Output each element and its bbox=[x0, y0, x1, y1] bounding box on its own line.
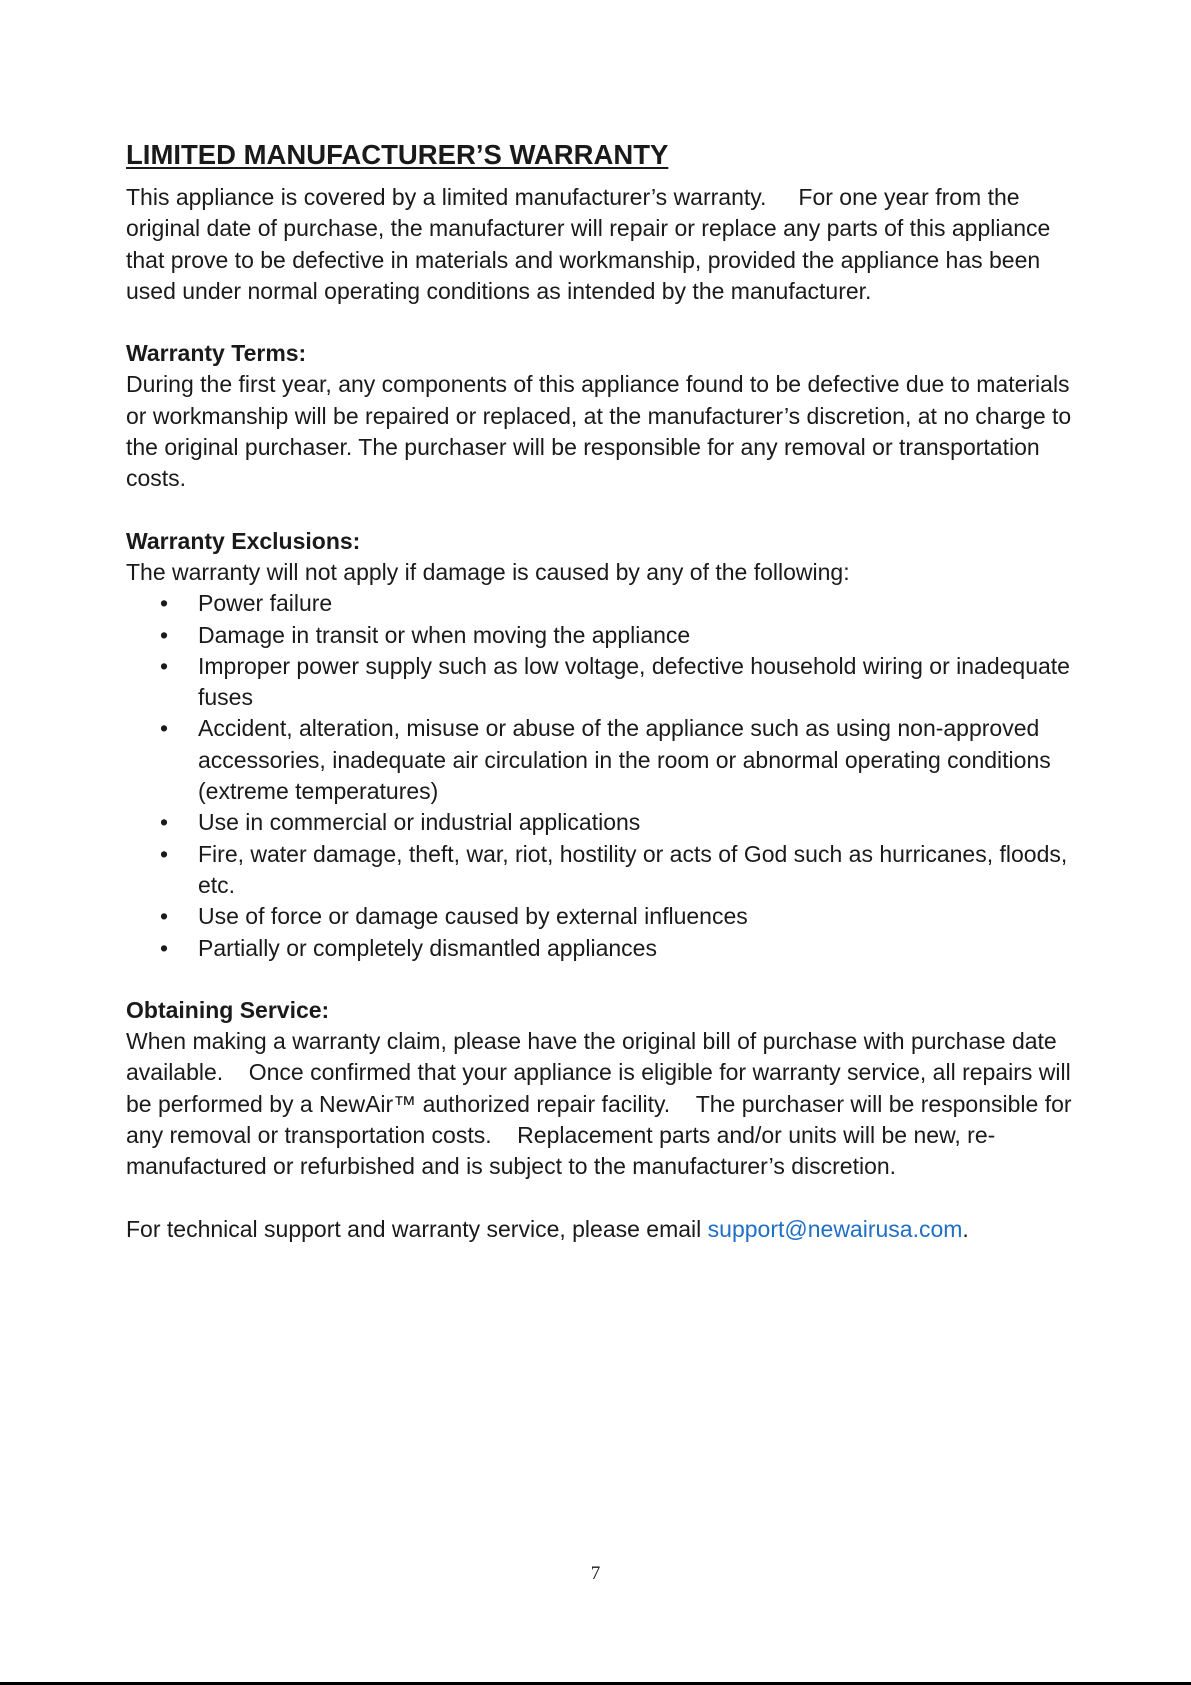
list-item-text: Use in commercial or industrial applications bbox=[198, 809, 641, 836]
warranty-terms-heading: Warranty Terms: bbox=[126, 340, 307, 367]
warranty-page bbox=[126, 138, 1086, 1245]
bullet-icon: • bbox=[160, 652, 169, 679]
bullet-icon: • bbox=[160, 809, 169, 836]
list-item bbox=[126, 901, 1086, 932]
list-item-text: Use of force or damage caused by external influences bbox=[198, 903, 748, 930]
bullet-icon: • bbox=[160, 934, 169, 961]
list-item-text: Improper power supply such as low voltage, defective household wiring or inadequate fuses bbox=[198, 652, 1070, 711]
list-item bbox=[126, 807, 1086, 838]
support-email-link[interactable]: support@newairusa.com bbox=[707, 1215, 963, 1242]
list-item bbox=[126, 651, 1086, 714]
bullet-icon: • bbox=[160, 590, 169, 617]
obtaining-service-section bbox=[126, 995, 1086, 1183]
list-item bbox=[126, 839, 1086, 902]
list-item-text: Fire, water damage, theft, war, riot, hostility or acts of God such as hurricanes, floods, etc. bbox=[198, 840, 1068, 898]
support-text: For technical support and warranty service, please email bbox=[126, 1215, 708, 1242]
warranty-exclusions-lead: The warranty will not apply if damage is caused by any of the following: bbox=[126, 558, 850, 585]
obtaining-service-heading: Obtaining Service: bbox=[126, 996, 330, 1023]
warranty-exclusions-heading: Warranty Exclusions: bbox=[126, 527, 361, 554]
page-number: 7 bbox=[590, 1563, 601, 1584]
page-title: LIMITED MANUFACTURER’S WARRANTY bbox=[126, 139, 669, 170]
list-item-text: Accident, alteration, misuse or abuse of the appliance such as using non-approved accessories, inadequate air circulation in the room or abnormal operating conditions (extreme temperatures) bbox=[198, 715, 1051, 805]
list-item-text: Power failure bbox=[198, 590, 333, 617]
list-item-text: Partially or completely dismantled appliances bbox=[198, 934, 657, 961]
bullet-icon: • bbox=[160, 903, 169, 930]
warranty-terms-section bbox=[126, 338, 1086, 494]
support-text-end: . bbox=[962, 1215, 969, 1242]
list-item bbox=[126, 620, 1086, 651]
bullet-icon: • bbox=[160, 840, 169, 867]
obtaining-service-body: When making a warranty claim, please have the original bill of purchase with purchase date available. Once confirmed that your appliance is eligible for warranty service, all repairs will be performed by a NewAir™ authorized repair facility. The purchaser will be responsible for any removal or transportation costs. Replacement parts and/or units will be new, re-manufactured or refurbished and is subject to the manufacturer’s discretion. bbox=[126, 1028, 1072, 1180]
warranty-exclusions-section bbox=[126, 526, 1086, 964]
bullet-icon: • bbox=[160, 621, 169, 648]
list-item bbox=[126, 588, 1086, 619]
list-item-text: Damage in transit or when moving the appliance bbox=[198, 621, 691, 648]
support-paragraph bbox=[126, 1214, 1086, 1245]
intro-paragraph: This appliance is covered by a limited manufacturer’s warranty. For one year from the original date of purchase, the manufacturer will repair or replace any parts of this appliance that prove to be defective in materials and workmanship, provided the appliance has been used under normal operating conditions as intended by the manufacturer. bbox=[126, 184, 1051, 304]
warranty-terms-body: During the first year, any components of this appliance found to be defective due to materials or workmanship will be repaired or replaced, at the manufacturer’s discretion, at no charge to the original purchaser. The purchaser will be responsible for any removal or transportation costs. bbox=[126, 371, 1072, 492]
list-item bbox=[126, 713, 1086, 807]
list-item bbox=[126, 933, 1086, 964]
exclusions-list bbox=[126, 588, 1086, 964]
bullet-icon: • bbox=[160, 715, 169, 742]
